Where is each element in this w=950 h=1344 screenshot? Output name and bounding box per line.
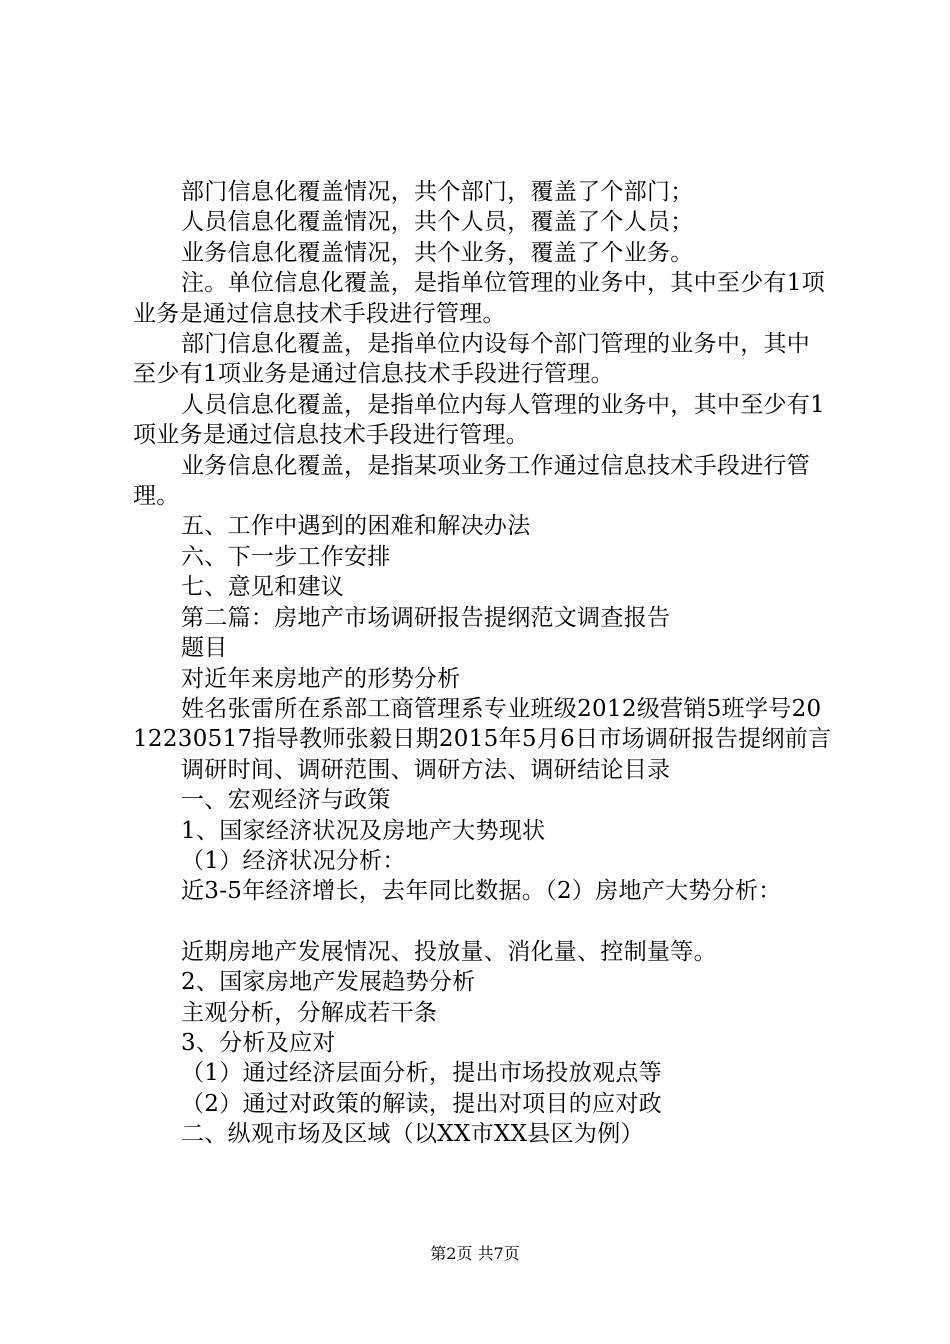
paragraph-dept-coverage: 部门信息化覆盖情况，共个部门，覆盖了个部门； [181, 179, 694, 205]
heading-analysis-response: 3、分析及应对 [181, 1029, 336, 1056]
heading-section-six: 六、下一步工作安排 [181, 543, 391, 570]
report-title: 对近年来房地产的形势分析 [181, 665, 461, 692]
paragraph-staff-coverage: 人员信息化覆盖情况，共个人员，覆盖了个人员； [181, 209, 694, 236]
paragraph-author-info: 姓名张雷所在系部工商管理系专业班级2012级营销5班学号2012230517指导教师张毅日期2015年5月6日市场调研报告提纲前言 [133, 695, 832, 753]
paragraph-note-dept: 部门信息化覆盖，是指单位内设每个部门管理的业务中，其中至少有1项业务是通过信息技术手段进行管理。 [133, 331, 811, 388]
paragraph-real-estate-status: 近期房地产发展情况、投放量、消化量、控制量等。 [181, 938, 717, 965]
heading-part-two: 第二篇：房地产市场调研报告提纲范文调查报告 [181, 604, 671, 631]
heading-national-economy: 1、国家经济状况及房地产大势现状 [181, 817, 546, 844]
paragraph-growth-data: 近3-5年经济增长，去年同比数据。（2）房地产大势分析： [181, 878, 782, 905]
item-economic-analysis: （1）经济状况分析： [181, 847, 406, 874]
heading-macro-economy: 一、宏观经济与政策 [181, 787, 391, 814]
paragraph-note-unit: 注。单位信息化覆盖，是指单位管理的业务中，其中至少有1项业务是通过信息技术手段进行管理。 [133, 270, 826, 327]
page-footer: 第2页 共7页 [430, 1244, 520, 1263]
heading-market-region: 二、纵观市场及区域（以XX市XX县区为例） [181, 1121, 644, 1148]
blank-line [133, 907, 833, 937]
paragraph-subjective-analysis: 主观分析，分解成若干条 [181, 999, 438, 1026]
paragraph-business-coverage: 业务信息化覆盖情况，共个业务，覆盖了个业务。 [181, 239, 694, 266]
paragraph-note-business: 业务信息化覆盖，是指某项业务工作通过信息技术手段进行管理。 [133, 452, 811, 510]
item-economic-level: （1）通过经济层面分析，提出市场投放观点等 [181, 1060, 662, 1087]
heading-trend-analysis: 2、国家房地产发展趋势分析 [181, 969, 476, 996]
paragraph-preface: 调研时间、调研范围、调研方法、调研结论目录 [181, 756, 671, 783]
label-title: 题目 [181, 635, 228, 662]
paragraph-note-staff: 人员信息化覆盖，是指单位内每人管理的业务中，其中至少有1项业务是通过信息技术手段进行管理。 [133, 391, 826, 449]
document-body [133, 177, 833, 1150]
heading-section-seven: 七、意见和建议 [181, 574, 345, 601]
heading-section-five: 五、工作中遇到的困难和解决办法 [181, 513, 531, 540]
item-policy-reading: （2）通过对政策的解读，提出对项目的应对政 [181, 1090, 662, 1117]
